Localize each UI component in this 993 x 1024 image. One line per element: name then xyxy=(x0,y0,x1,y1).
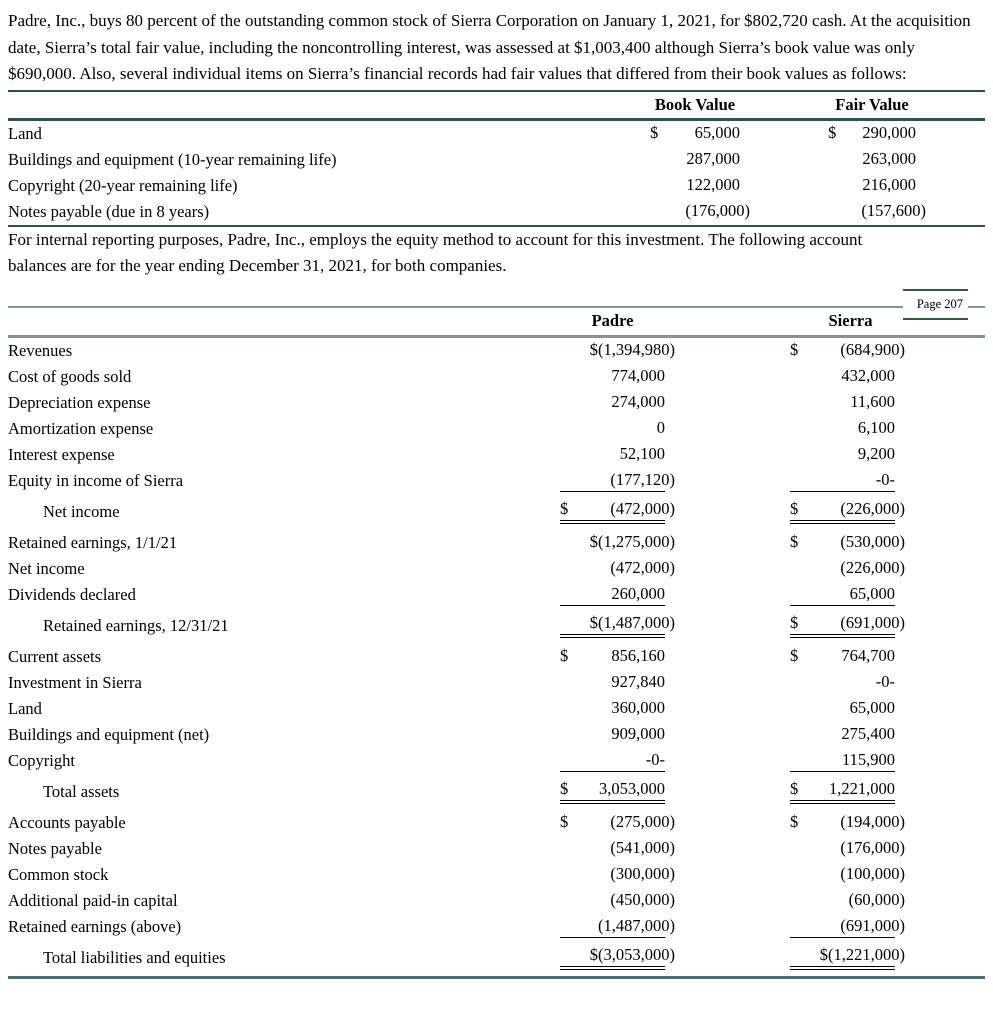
table-row xyxy=(8,364,985,390)
amount-value: (194,000) xyxy=(840,812,905,832)
table-row xyxy=(8,416,985,442)
amount-value: 909,000 xyxy=(611,724,665,744)
amount-value: (450,000) xyxy=(610,890,675,910)
amount-cell xyxy=(828,123,916,144)
amount-value: (300,000) xyxy=(610,864,675,884)
currency-symbol: $ xyxy=(560,812,569,832)
column-header-sierra: Sierra xyxy=(828,311,873,331)
row-label: Copyright (20-year remaining life) xyxy=(8,175,238,195)
amount-cell xyxy=(560,812,675,833)
row-label: Retained earnings, 12/31/21 xyxy=(43,615,229,635)
amount-value: 0 xyxy=(656,418,665,438)
amount-cell xyxy=(560,532,675,553)
row-label: Current assets xyxy=(8,646,102,666)
amount-cell xyxy=(560,724,665,745)
amount-cell xyxy=(790,698,895,719)
amount-value: (684,900) xyxy=(840,340,905,360)
amount-value: 3,053,000 xyxy=(599,779,665,799)
amount-value: (176,000) xyxy=(840,838,905,858)
amount-cell xyxy=(560,945,675,970)
page-number-label: Page 207 xyxy=(916,297,963,311)
amount-cell xyxy=(560,584,665,606)
amount-value: 290,000 xyxy=(862,123,916,143)
amount-value: (691,000) xyxy=(840,915,905,935)
amount-value: (100,000) xyxy=(840,864,905,884)
amount-cell xyxy=(790,418,895,439)
amount-cell xyxy=(790,724,895,745)
amount-cell xyxy=(560,469,675,492)
amount-cell xyxy=(790,340,905,361)
amount-cell xyxy=(790,613,905,638)
page-number-marker xyxy=(903,289,968,320)
amount-value: 216,000 xyxy=(862,175,916,195)
column-header-fair-value: Fair Value xyxy=(835,94,909,114)
amount-cell xyxy=(790,444,895,465)
currency-symbol: $ xyxy=(790,812,799,832)
amount-cell xyxy=(650,123,740,144)
currency-symbol: $ xyxy=(790,499,799,519)
table-row xyxy=(8,722,985,748)
table-row xyxy=(8,499,985,525)
amount-cell xyxy=(560,392,665,413)
currency-symbol: $ xyxy=(650,123,659,143)
currency-symbol: $ xyxy=(790,613,799,633)
amount-value: 274,000 xyxy=(611,392,665,412)
amount-cell xyxy=(790,558,905,579)
row-label: Dividends declared xyxy=(8,584,136,604)
amount-cell xyxy=(560,340,675,361)
amount-value: (226,000) xyxy=(840,499,905,519)
amount-cell xyxy=(790,915,905,938)
table-row xyxy=(8,338,985,364)
amount-value: (157,600) xyxy=(861,201,926,221)
row-label: Accounts payable xyxy=(8,812,126,832)
amount-cell xyxy=(790,392,895,413)
row-label: Buildings and equipment (net) xyxy=(8,724,210,744)
fv-table-body xyxy=(8,121,985,225)
amount-cell xyxy=(790,838,905,859)
amount-cell xyxy=(828,149,916,170)
amount-cell xyxy=(560,698,665,719)
amount-value: 65,000 xyxy=(694,123,740,143)
amount-value: 360,000 xyxy=(611,698,665,718)
amount-cell xyxy=(790,672,895,693)
amount-cell xyxy=(650,201,750,222)
amount-cell xyxy=(560,418,665,439)
fv-table-header-row xyxy=(8,92,985,121)
amount-value: 1,221,000 xyxy=(829,779,895,799)
amount-cell xyxy=(560,558,675,579)
amount-value: -0- xyxy=(645,749,665,769)
amount-cell xyxy=(790,864,905,885)
row-label: Total liabilities and equities xyxy=(43,947,226,967)
table-row xyxy=(8,644,985,670)
table-row xyxy=(8,836,985,862)
row-label: Revenues xyxy=(8,340,73,360)
row-label: Notes payable (due in 8 years) xyxy=(8,201,210,221)
amount-value: -0- xyxy=(875,469,895,489)
amount-value: 275,400 xyxy=(841,724,895,744)
amount-value: (530,000) xyxy=(840,532,905,552)
financials-table-body xyxy=(8,338,985,971)
amount-value: (275,000) xyxy=(610,812,675,832)
amount-cell xyxy=(560,646,665,667)
column-header-book-value: Book Value xyxy=(654,94,736,114)
amount-cell xyxy=(560,864,675,885)
row-label: Buildings and equipment (10-year remaining life) xyxy=(8,149,337,169)
currency-symbol: $ xyxy=(790,340,799,360)
amount-value: 52,100 xyxy=(619,444,665,464)
amount-value: $(1,221,000) xyxy=(819,945,905,965)
intro-paragraph: Padre, Inc., buys 80 percent of the outstanding common stock of Sierra Corporation on January 1, 2021, for $802,720 cash. At the acquisition date, Sierra’s total fair value, including the noncontrolling interest, was assessed at $1,003,400 although Sierra’s book value was only $690,000. Also, several individual items on Sierra’s financial records had fair values that differed from their book values as follows: xyxy=(8,11,971,84)
table-row xyxy=(8,468,985,494)
fair-value-table xyxy=(8,90,985,227)
row-label: Additional paid-in capital xyxy=(8,890,178,910)
amount-value: 927,840 xyxy=(611,672,665,692)
amount-cell xyxy=(560,750,665,772)
amount-cell xyxy=(560,444,665,465)
amount-cell xyxy=(790,470,895,492)
amount-value: $(1,487,000) xyxy=(589,613,675,633)
row-label: Land xyxy=(8,698,42,718)
row-label: Land xyxy=(8,123,42,143)
row-label: Notes payable xyxy=(8,838,102,858)
amount-value: $(1,394,980) xyxy=(589,340,675,360)
amount-cell xyxy=(828,175,916,196)
amount-value: 764,700 xyxy=(841,646,895,666)
amount-cell xyxy=(790,750,895,772)
amount-value: (472,000) xyxy=(610,499,675,519)
amount-cell xyxy=(790,945,905,970)
table-row xyxy=(8,121,985,147)
table-row xyxy=(8,582,985,608)
amount-cell xyxy=(560,613,675,638)
table-row xyxy=(8,173,985,199)
table-row xyxy=(8,696,985,722)
amount-value: (472,000) xyxy=(610,558,675,578)
amount-value: $(1,275,000) xyxy=(589,532,675,552)
amount-value: 6,100 xyxy=(857,418,895,438)
amount-cell xyxy=(560,838,675,859)
amount-cell xyxy=(650,149,740,170)
amount-cell xyxy=(828,201,926,222)
table-row xyxy=(8,530,985,556)
currency-symbol: $ xyxy=(828,123,837,143)
financials-header-row xyxy=(8,308,985,338)
table-row xyxy=(8,670,985,696)
equity-method-paragraph: For internal reporting purposes, Padre, Inc., employs the equity method to account for this investment. The following account balances are for the year ending December 31, 2021, for both companies. xyxy=(8,229,863,276)
amount-value: 287,000 xyxy=(686,149,740,169)
currency-symbol: $ xyxy=(560,499,569,519)
amount-value: 432,000 xyxy=(841,366,895,386)
amount-value: 65,000 xyxy=(849,698,895,718)
amount-cell xyxy=(790,584,895,606)
amount-cell xyxy=(790,646,895,667)
amount-value: 115,900 xyxy=(841,749,895,769)
amount-cell xyxy=(560,672,665,693)
amount-value: 263,000 xyxy=(862,149,916,169)
amount-value: 11,600 xyxy=(850,392,895,412)
amount-cell xyxy=(790,890,905,911)
row-label: Retained earnings, 1/1/21 xyxy=(8,532,178,552)
row-label: Amortization expense xyxy=(8,418,154,438)
amount-value: (691,000) xyxy=(840,613,905,633)
row-label: Retained earnings (above) xyxy=(8,916,182,936)
amount-cell xyxy=(790,499,905,524)
table-row xyxy=(8,147,985,173)
amount-value: $(3,053,000) xyxy=(589,945,675,965)
column-header-padre: Padre xyxy=(591,311,634,331)
currency-symbol: $ xyxy=(790,779,799,799)
currency-symbol: $ xyxy=(560,646,569,666)
currency-symbol: $ xyxy=(790,532,799,552)
amount-value: (60,000) xyxy=(848,890,905,910)
amount-value: 65,000 xyxy=(849,583,895,603)
table-row xyxy=(8,914,985,940)
currency-symbol: $ xyxy=(790,646,799,666)
table-row xyxy=(8,748,985,774)
amount-cell xyxy=(790,812,905,833)
table-row xyxy=(8,613,985,639)
table-row xyxy=(8,390,985,416)
amount-value: (1,487,000) xyxy=(598,915,675,935)
amount-value: -0- xyxy=(875,672,895,692)
row-label: Net income xyxy=(43,501,120,521)
amount-cell xyxy=(560,915,675,938)
row-label: Common stock xyxy=(8,864,109,884)
amount-cell xyxy=(560,366,665,387)
amount-cell xyxy=(790,779,895,804)
amount-value: (176,000) xyxy=(685,201,750,221)
amount-value: 122,000 xyxy=(686,175,740,195)
amount-value: 260,000 xyxy=(611,583,665,603)
row-label: Depreciation expense xyxy=(8,392,151,412)
row-label: Net income xyxy=(8,558,85,578)
row-label: Total assets xyxy=(43,781,120,801)
row-label: Equity in income of Sierra xyxy=(8,470,184,490)
table-row xyxy=(8,810,985,836)
table-row xyxy=(8,556,985,582)
table-row xyxy=(8,442,985,468)
table-row xyxy=(8,862,985,888)
table-row xyxy=(8,945,985,971)
amount-cell xyxy=(790,366,895,387)
financials-table xyxy=(8,306,985,979)
amount-cell xyxy=(560,890,675,911)
table-row xyxy=(8,888,985,914)
table-row xyxy=(8,779,985,805)
amount-value: 774,000 xyxy=(611,366,665,386)
amount-cell xyxy=(560,499,675,524)
amount-value: (177,120) xyxy=(610,469,675,489)
amount-value: (541,000) xyxy=(610,838,675,858)
amount-cell xyxy=(560,779,665,804)
row-label: Investment in Sierra xyxy=(8,672,142,692)
row-label: Copyright xyxy=(8,750,75,770)
row-label: Cost of goods sold xyxy=(8,366,132,386)
currency-symbol: $ xyxy=(560,779,569,799)
amount-cell xyxy=(650,175,740,196)
amount-value: (226,000) xyxy=(840,558,905,578)
table-row xyxy=(8,199,985,225)
amount-value: 9,200 xyxy=(857,444,895,464)
row-label: Interest expense xyxy=(8,444,115,464)
amount-cell xyxy=(790,532,905,553)
amount-value: 856,160 xyxy=(611,646,665,666)
